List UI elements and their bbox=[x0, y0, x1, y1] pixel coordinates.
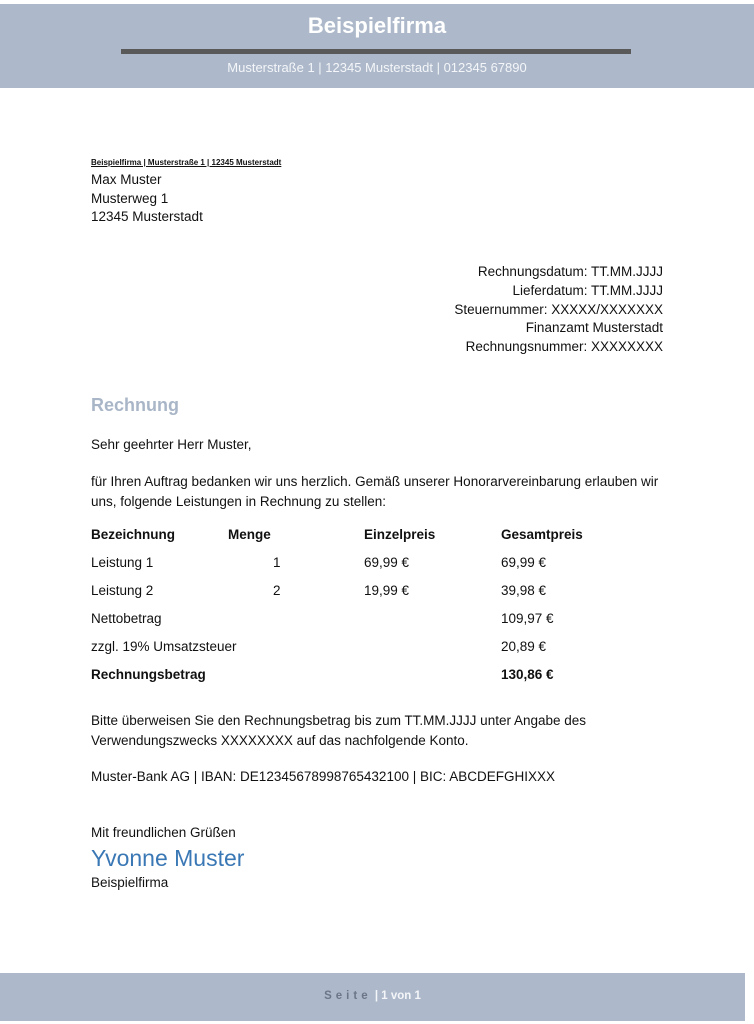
salutation: Sehr geehrter Herr Muster, bbox=[91, 437, 252, 452]
bank-details: Muster-Bank AG | IBAN: DE12345678998765432100 | BIC: ABCDEFGHIXXX bbox=[91, 769, 556, 784]
gross-value: 130,86 € bbox=[501, 667, 554, 682]
header-divider bbox=[121, 49, 631, 54]
column-header: Gesamtpreis bbox=[501, 527, 583, 542]
item-qty: 2 bbox=[273, 583, 281, 598]
recipient-city: 12345 Musterstadt bbox=[91, 209, 203, 224]
column-header: Einzelpreis bbox=[364, 527, 436, 542]
item-total: 39,98 € bbox=[501, 583, 547, 598]
vat-label: zzgl. 19% Umsatzsteuer bbox=[91, 639, 237, 654]
tax-number: Steuernummer: XXXXX/XXXXXXX bbox=[454, 301, 663, 317]
item-unit-price: 19,99 € bbox=[364, 583, 410, 598]
item-name: Leistung 1 bbox=[91, 555, 154, 570]
delivery-date: Lieferdatum: TT.MM.JJJJ bbox=[512, 282, 663, 298]
item-total: 69,99 € bbox=[501, 555, 547, 570]
document-title: Rechnung bbox=[91, 395, 179, 415]
tax-office: Finanzamt Musterstadt bbox=[525, 320, 663, 336]
item-name: Leistung 2 bbox=[91, 583, 154, 598]
invoice-meta bbox=[454, 263, 663, 357]
net-value: 109,97 € bbox=[501, 611, 554, 626]
recipient-address bbox=[91, 171, 203, 227]
recipient-street: Musterweg 1 bbox=[91, 190, 169, 206]
signature: Yvonne Muster bbox=[91, 845, 245, 871]
intro-text: für Ihren Auftrag bedanken wir uns herzlich. Gemäß unserer Honorarvereinbarung erlauben wir uns, folgende Leistungen in Rechnung zu stellen: bbox=[91, 474, 659, 509]
vat-value: 20,89 € bbox=[501, 639, 547, 654]
invoice-number: Rechnungsnummer: XXXXXXXX bbox=[465, 339, 663, 355]
payment-text: Bitte überweisen Sie den Rechnungsbetrag bis zum TT.MM.JJJJ unter Angabe des Verwendungszwecks XXXXXXXX auf das nachfolgende Konto. bbox=[91, 713, 587, 748]
column-header: Menge bbox=[228, 527, 271, 542]
page-separator: | bbox=[374, 990, 379, 1002]
recipient-name: Max Muster bbox=[91, 172, 162, 187]
closing: Mit freundlichen Grüßen bbox=[91, 825, 236, 840]
page-footer bbox=[0, 973, 745, 1021]
sender-line: Beispielfirma | Musterstraße 1 | 12345 Musterstadt bbox=[91, 158, 282, 167]
gross-label: Rechnungsbetrag bbox=[91, 667, 206, 682]
company-contact: Musterstraße 1 | 12345 Musterstadt | 012345 67890 bbox=[227, 60, 527, 75]
column-header: Bezeichnung bbox=[91, 527, 176, 542]
page-header bbox=[0, 4, 754, 88]
page-number bbox=[0, 990, 745, 1002]
net-label: Nettobetrag bbox=[91, 611, 162, 626]
item-unit-price: 69,99 € bbox=[364, 555, 410, 570]
page-label: Seite bbox=[324, 990, 372, 1002]
item-qty: 1 bbox=[273, 555, 281, 570]
signature-company: Beispielfirma bbox=[91, 875, 169, 890]
page-value: 1 von 1 bbox=[381, 990, 421, 1002]
invoice-date: Rechnungsdatum: TT.MM.JJJJ bbox=[477, 264, 663, 279]
company-name: Beispielfirma bbox=[307, 13, 447, 38]
